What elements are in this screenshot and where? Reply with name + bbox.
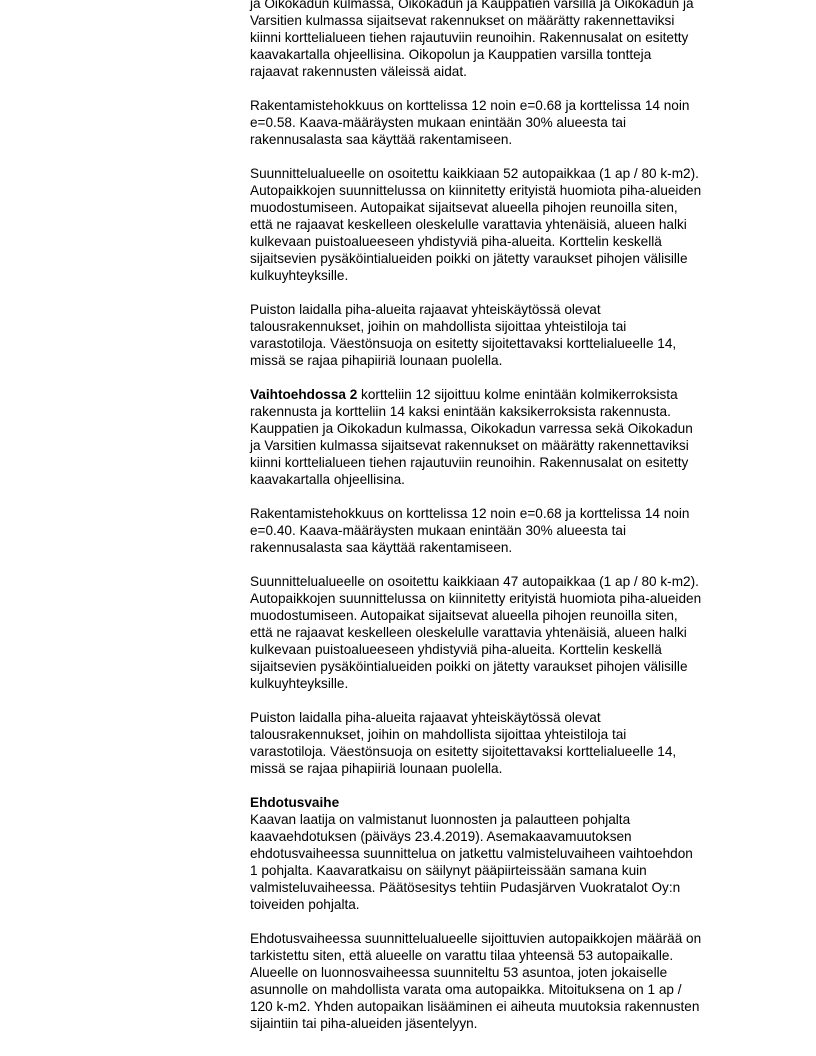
text-line: että ne rajaavat keskelleen oleskelulle varattavia yhtenäisiä, alueen halki [250,217,687,232]
text-line: varastotiloja. Väestönsuoja on esitetty sijoitettavaksi korttelialueelle 14, [250,744,677,759]
text-line: rakennusalasta saa käyttää rakentamiseen. [250,540,513,555]
text-line: kulkevaan puistoalueeseen yhdistyviä piha-alueita. Korttelin keskellä [250,234,662,249]
text-line: Alueelle on luonnosvaiheessa suunniteltu 53 asuntoa, joten jokaiselle [250,965,668,980]
text-line: kaavaehdotuksen (päiväys 23.4.2019). Asemakaavamuutoksen [250,829,632,844]
text-line: 1 pohjalta. Kaavaratkaisu on säilynyt pääpiirteissään samana kuin [250,863,647,878]
text-line: missä se rajaa pihapiiriä lounaan puolella. [250,353,503,368]
text-line: että ne rajaavat keskelleen oleskelulle varattavia yhtenäisiä, alueen halki [250,625,687,640]
text-line: Suunnittelualueelle on osoitettu kaikkiaan 52 autopaikkaa (1 ap / 80 k-m2). [250,166,699,181]
text-line: Kaavan laatija on valmistanut luonnosten ja palautteen pohjalta [250,812,631,827]
text-line: valmisteluvaiheessa. Päätösesitys tehtiin Pudasjärven Vuokratalot Oy:n [250,880,681,895]
document-page [250,0,750,1049]
text-line: Autopaikkojen suunnittelussa on kiinnitetty erityistä huomiota piha-alueiden [250,591,702,606]
text-line: e=0.40. Kaava-määräysten mukaan enintään 30% alueesta tai [250,523,626,538]
text-line: rakennusalasta saa käyttää rakentamiseen. [250,132,513,147]
paragraph-lead-line [250,386,750,403]
paragraph [250,505,750,556]
text-line: Rakentamistehokkuus on korttelissa 12 noin e=0.68 ja korttelissa 14 noin [250,506,690,521]
text-line: ja Oikokadun kulmassa, Oikokadun ja Kauppatien varsilla ja Oikokadun ja [250,0,694,11]
paragraph [250,386,750,488]
text-line: ehdotusvaiheessa suunnittelua on jatkettu valmisteluvaiheen vaihtoehdon [250,846,693,861]
text-line: e=0.58. Kaava-määräysten mukaan enintään 30% alueesta tai [250,115,626,130]
text-line: talousrakennukset, joihin on mahdollista sijoittaa yhteistiloja tai [250,319,627,334]
text-line: Ehdotusvaiheessa suunnittelualueelle sijoittuvien autopaikkojen määrää on [250,931,702,946]
text-line: Varsitien kulmassa sijaitsevat rakennukset on määrätty rakennettaviksi [250,13,675,28]
paragraph [250,709,750,777]
text-line: ja Varsitien kulmassa sijaitsevat rakennukset on määrätty rakennettaviksi [250,438,689,453]
paragraph [250,573,750,692]
paragraph [250,97,750,148]
text-line: kulkevaan puistoalueeseen yhdistyviä piha-alueita. Korttelin keskellä [250,642,662,657]
paragraph [250,301,750,369]
bold-lead-text: Vaihtoehdossa 2 [250,387,358,402]
text-line: Suunnittelualueelle on osoitettu kaikkiaan 47 autopaikkaa (1 ap / 80 k-m2). [250,574,699,589]
text-line: Rakentamistehokkuus on korttelissa 12 noin e=0.68 ja korttelissa 14 noin [250,98,690,113]
text-line: muodostumiseen. Autopaikat sijaitsevat alueella pihojen reunoilla siten, [250,608,678,623]
text-line: varastotiloja. Väestönsuoja on esitetty sijoitettavaksi korttelialueelle 14, [250,336,677,351]
text-line: Autopaikkojen suunnittelussa on kiinnitetty erityistä huomiota piha-alueiden [250,183,702,198]
paragraph [250,794,750,913]
text-line: sijaintiin tai piha-alueiden jäsentelyyn. [250,1016,478,1031]
text-line: muodostumiseen. Autopaikat sijaitsevat alueella pihojen reunoilla siten, [250,200,678,215]
text-line: kiinni korttelialueen tiehen rajautuviin reunoihin. Rakennusalat on esitetty [250,455,689,470]
paragraph [250,0,750,80]
text-line: Puiston laidalla piha-alueita rajaavat yhteiskäytössä olevat [250,710,601,725]
text-line: tarkistettu siten, että alueelle on varattu tilaa yhteensä 53 autopaikalle. [250,948,674,963]
lead-rest-text: kortteliin 12 sijoittuu kolme enintään kolmikerroksista [357,387,678,402]
text-line: kaavakartalla ohjeellisina. [250,472,405,487]
text-line: asunnolle on mahdollista varata oma autopaikka. Mitoituksena on 1 ap / [250,982,682,997]
text-line: toiveiden pohjalta. [250,897,360,912]
text-line: 120 k-m2. Yhden autopaikan lisääminen ei aiheuta muutoksia rakennusten [250,999,700,1014]
text-line: Puiston laidalla piha-alueita rajaavat yhteiskäytössä olevat [250,302,601,317]
section-heading: Ehdotusvaihe [250,795,340,810]
text-line: sijaitsevien pysäköintialueiden poikki on jätetty varaukset pihojen välisille [250,251,688,266]
text-line: kaavakartalla ohjeellisina. Oikopolun ja Kauppatien varsilla tontteja [250,47,652,62]
text-line: rajaavat rakennusten väleissä aidat. [250,64,467,79]
text-line: Kauppatien ja Oikokadun kulmassa, Oikokadun varressa sekä Oikokadun [250,421,693,436]
text-line: missä se rajaa pihapiiriä lounaan puolella. [250,761,503,776]
text-line: kulkuyhteyksille. [250,268,349,283]
text-line: sijaitsevien pysäköintialueiden poikki on jätetty varaukset pihojen välisille [250,659,688,674]
paragraph [250,930,750,1032]
text-line: talousrakennukset, joihin on mahdollista sijoittaa yhteistiloja tai [250,727,627,742]
text-line: kiinni korttelialueen tiehen rajautuviin reunoihin. Rakennusalat on esitetty [250,30,689,45]
document-body [250,0,750,1032]
text-line: rakennusta ja kortteliin 14 kaksi enintään kaksikerroksista rakennusta. [250,404,671,419]
paragraph [250,165,750,284]
text-line: kulkuyhteyksille. [250,676,349,691]
